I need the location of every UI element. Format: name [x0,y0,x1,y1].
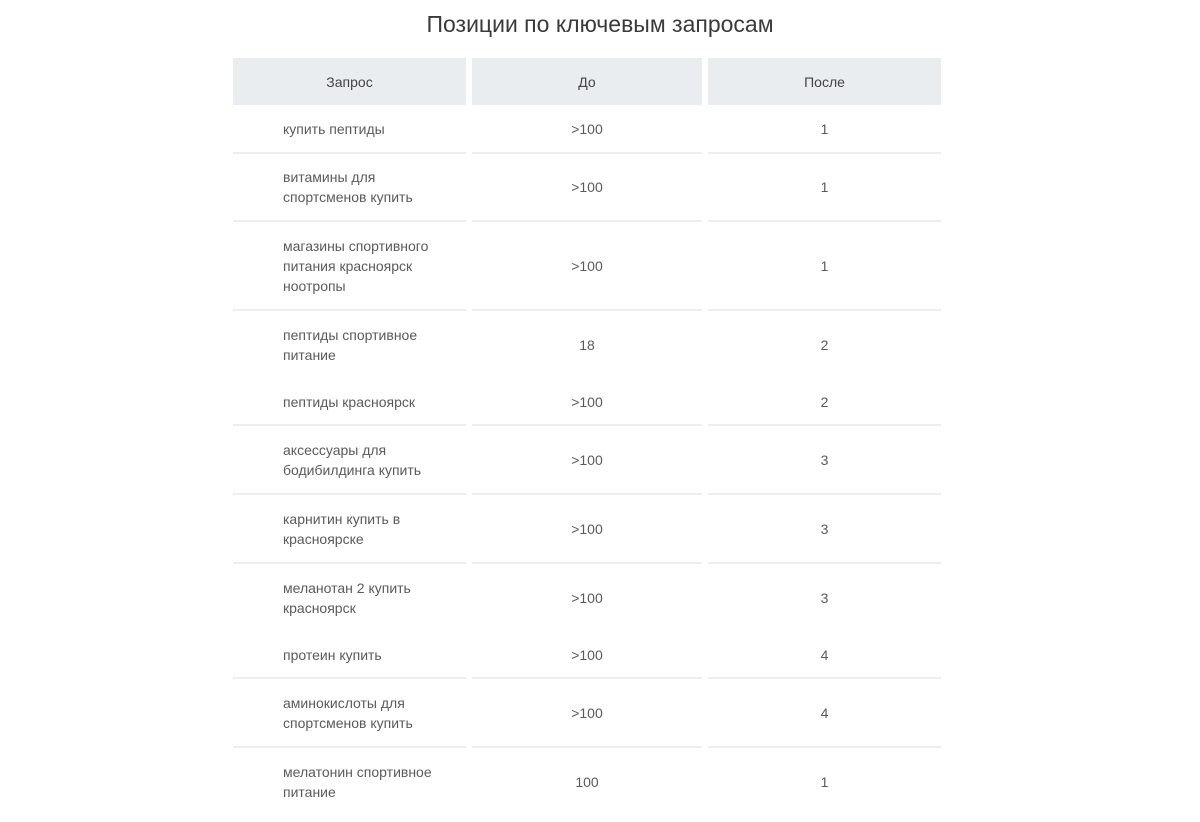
table-row [233,632,941,679]
cell-before: >100 [472,495,702,564]
cell-before: 100 [575,774,599,790]
cell-query: магазины спортивного питания красноярск ноотропы [233,222,466,311]
table-row [233,426,941,495]
cell-before: 18 [579,337,595,353]
cell-query: купить пептиды [233,105,466,154]
cell-query: карнитин купить в красноярске [233,495,466,564]
header-query: Запрос [233,58,466,105]
table-row [233,748,941,816]
table-header-row [233,58,941,105]
table-row [233,379,941,426]
cell-after: 1 [708,105,941,154]
cell-query: меланотан 2 купить красноярск [283,580,411,616]
cell-before: >100 [571,590,603,606]
cell-after: 1 [708,154,941,222]
cell-after: 1 [708,222,941,311]
cell-before: >100 [472,632,702,679]
cell-after: 3 [820,590,829,606]
cell-before: >100 [472,222,702,311]
header-after: После [708,58,941,105]
table-row [233,222,941,311]
table-row [233,311,941,379]
cell-after: 2 [708,379,941,426]
table-row [233,105,941,154]
cell-after: 2 [820,337,829,353]
cell-before: >100 [472,105,702,154]
cell-query: аминокислоты для спортсменов купить [233,679,466,748]
cell-after: 1 [820,774,829,790]
table-row [233,564,941,632]
cell-after: 3 [708,426,941,495]
page-title: Позиции по ключевым запросам [426,11,774,37]
positions-table [233,58,941,816]
cell-after: 4 [708,632,941,679]
header-before: До [472,58,702,105]
cell-before: >100 [472,154,702,222]
cell-query: витамины для спортсменов купить [233,154,466,222]
cell-before: >100 [472,426,702,495]
table-row [233,679,941,748]
cell-query: пептиды спортивное питание [283,327,418,363]
cell-query: пептиды красноярск [233,379,466,426]
table-row [233,495,941,564]
cell-after: 3 [708,495,941,564]
cell-after: 4 [708,679,941,748]
cell-before: >100 [472,379,702,426]
table-body [233,105,941,816]
cell-query: аксессуары для бодибилдинга купить [233,426,466,495]
cell-query: мелатонин спортивное питание [283,764,432,800]
cell-query: протеин купить [233,632,466,679]
cell-before: >100 [472,679,702,748]
table-row [233,154,941,222]
